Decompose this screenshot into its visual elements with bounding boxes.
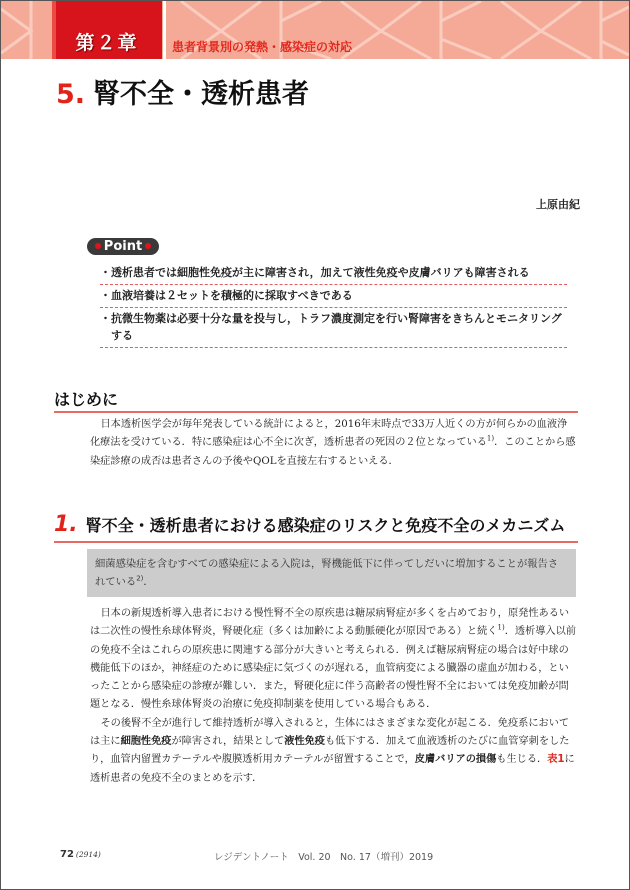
page-title xyxy=(56,72,309,111)
badge-dot-icon xyxy=(145,243,151,249)
paragraph: 日本の新規透析導入患者における慢性腎不全の原疾患は糖尿病腎症が多くを占めており，原発性あるいは二次性の慢性糸球体腎炎，腎硬化症（多くは加齢による動脈硬化が原因である）と続く$^{1)}$．透析導入以前の免疫不全はこれらの原疾患に関連する部分が大きいと考えられる．例えば糖尿病腎症の場合は好中球の機能低下のほか，神経症のために感染症に気づくのが遅れる，血管病変による臓器の虚血が加わる，といったことから感染症の診療が難しい．また，腎硬化症に伴う高齢者の慢性腎不全においては免疫加齢が問題となる．慢性糸球体腎炎の治療に免疫抑制薬を使用している場合もある． xyxy=(90,608,576,711)
citation: 1) xyxy=(486,434,495,443)
journal-info: レジデントノート Vol. 20 No. 17（増刊）2019 xyxy=(214,852,434,863)
section-1-heading xyxy=(54,512,565,537)
chapter-label: 第２章 xyxy=(75,32,139,54)
section-1-body xyxy=(90,605,577,788)
title-number: 5. xyxy=(56,79,86,110)
citation: 2) xyxy=(136,574,144,583)
point-badge-label: Point xyxy=(103,239,143,254)
table-1-link[interactable]: 表1 xyxy=(547,754,565,766)
intro-body xyxy=(90,416,577,471)
intro-paragraph: 日本透析医学会が毎年発表している統計によると，2016年末時点で33万人近くの方が何らかの血液浄化療法を受けている．特に感染症は心不全に次ぎ，透析患者の死因の２位となっている$^{1)}$．このことから感染症診療の成否は患者さんの予後やQOLを直接左右するといえる． xyxy=(90,419,576,467)
section-title: 腎不全・透析患者における感染症のリスクと免疫不全のメカニズム xyxy=(85,516,566,535)
point-list xyxy=(100,262,567,348)
intro-rule xyxy=(54,411,578,413)
author: 上原由紀 xyxy=(536,198,580,211)
intro-heading: はじめに xyxy=(54,390,119,409)
chapter-subtitle: 患者背景別の発熱・感染症の対応 xyxy=(172,40,353,54)
point-badge xyxy=(87,238,159,255)
summary-box: 細菌感染症を含むすべての感染症による入院は，腎機能低下に伴ってしだいに増加することが報告されている$^{2)}$． xyxy=(87,549,576,597)
point-item: ・透析患者では細胞性免疫が主に障害され，加えて液性免疫や皮膚バリアも障害される xyxy=(100,262,567,285)
title-text: 腎不全・透析患者 xyxy=(93,79,310,110)
section-number: 1. xyxy=(54,512,78,537)
paragraph: その後腎不全が進行して維持透析が導入されると，生体にはさまざまな変化が起こる．免疫系においては主に細胞性免疫が障害され，結果として液性免疫も低下する．加えて血液透析のたびに血管穿刺をしたり，血管内留置カテーテルや腹膜透析用カテーテルが留置することで，皮膚バリアの損傷も生じる．表1に透析患者の免疫不全のまとめを示す． xyxy=(90,717,575,784)
section-1-rule xyxy=(54,541,578,543)
page-number: 72 (2914) xyxy=(60,849,101,860)
badge-dot-icon xyxy=(95,243,101,249)
point-item: ・血液培養は２セットを積極的に採取すべきである xyxy=(100,285,567,308)
chapter-separator xyxy=(163,1,166,59)
point-item: ・抗微生物薬は必要十分な量を投与し，トラフ濃度測定を行い腎障害をきちんとモニタリングする xyxy=(100,308,567,348)
citation: 1) xyxy=(497,623,505,632)
